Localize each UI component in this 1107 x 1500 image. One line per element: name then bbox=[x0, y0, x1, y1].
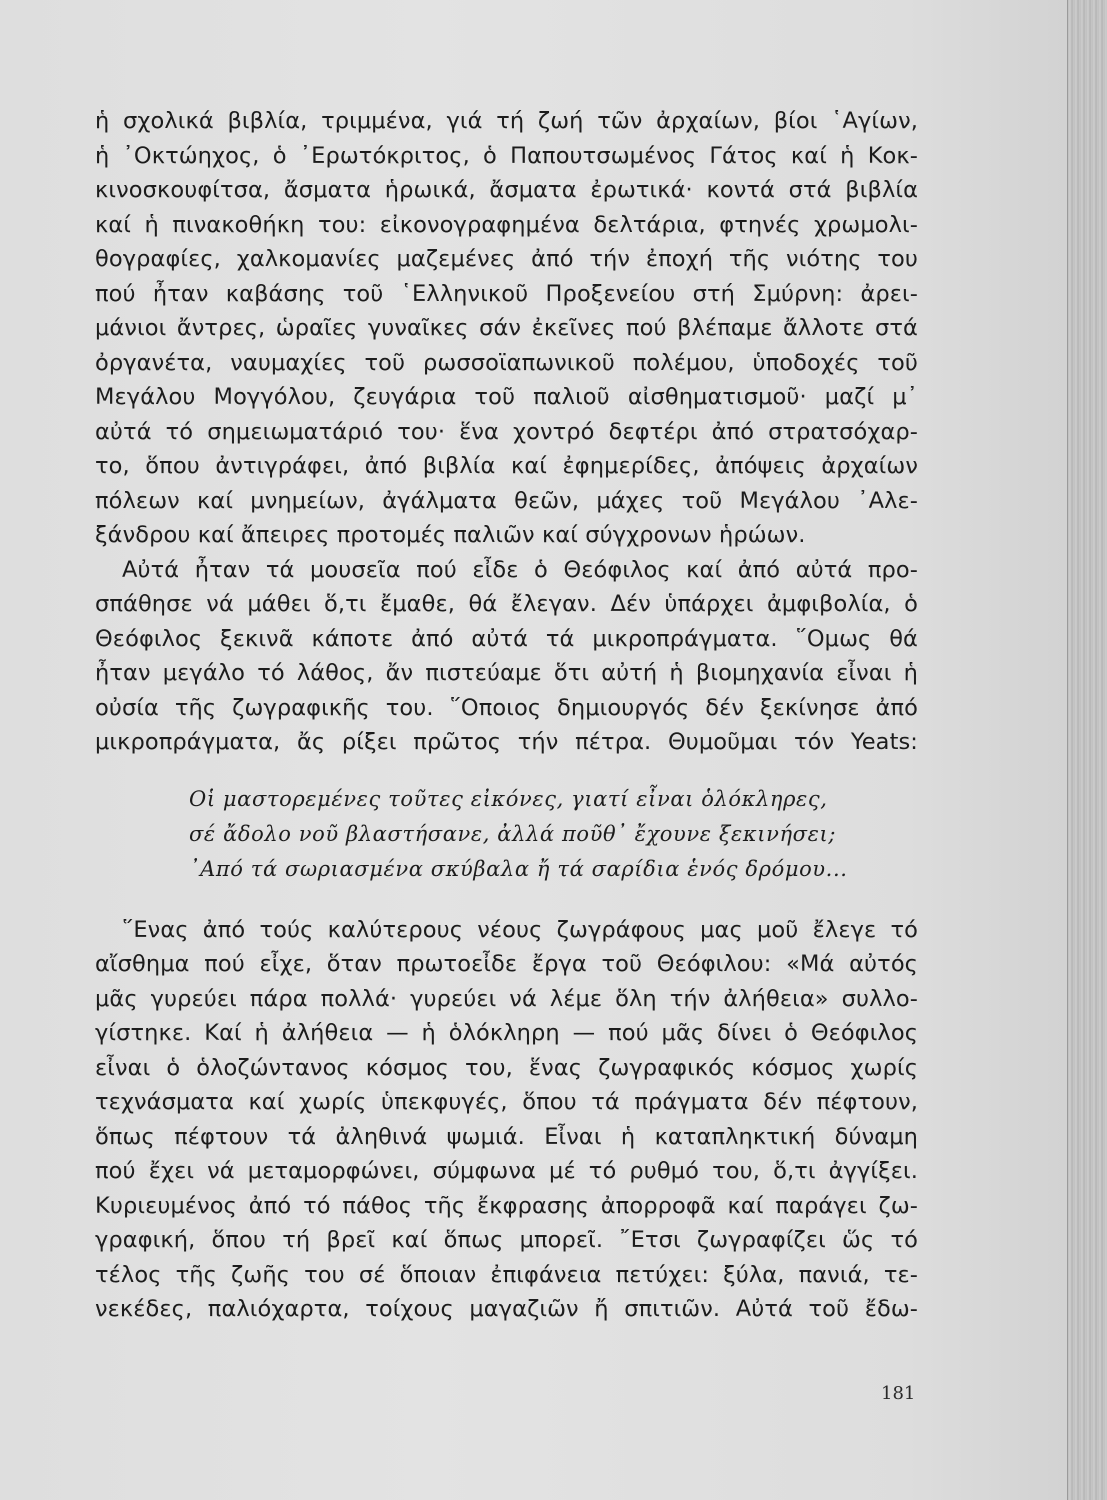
text-line: Αὐτά ἦταν τά μουσεῖα πού εἶδε ὁ Θεόφιλος καί ἀπό αὐτά προ- bbox=[122, 556, 918, 583]
text-line: εἶναι ὁ ὁλοζώντανος κόσμος του, ἕνας ζωγραφικός κόσμος χωρίς bbox=[95, 1054, 918, 1081]
text-line: πόλεων καί μνημείων, ἀγάλματα θεῶν, μάχες τοῦ Μεγάλου ᾿Αλε- bbox=[95, 487, 918, 514]
text-line: μάνιοι ἄντρες, ὡραῖες γυναῖκες σάν ἐκεῖνες πού βλέπαμε ἄλλοτε στά bbox=[95, 315, 918, 341]
text-line: ξάνδρου καί ἄπειρες προτομές παλιῶν καί σύγχρονων ἡρώων. bbox=[95, 522, 806, 548]
text-line: μικροπράγματα, ἄς ρίξει πρῶτος τήν πέτρα. Θυμοῦμαι τόν Yeats: bbox=[95, 729, 918, 755]
paragraph-2 bbox=[95, 553, 918, 760]
poem-line: ᾿Από τά σωριασμένα σκύβαλα ἤ τά σαρίδια ἑνός δρόμου... bbox=[189, 856, 848, 881]
page-number: 181 bbox=[881, 1383, 916, 1404]
text-line: νεκέδες, παλιόχαρτα, τοίχους μαγαζιῶν ἤ σπιτιῶν. Αὐτά τοῦ ἔδω- bbox=[95, 1296, 918, 1322]
text-line: Κυριευμένος ἀπό τό πάθος τῆς ἔκφρασης ἀπορροφᾶ καί παράγει ζω- bbox=[95, 1192, 918, 1219]
text-line: θογραφίες, χαλκομανίες μαζεμένες ἀπό τήν ἐποχή τῆς νιότης του bbox=[95, 246, 918, 272]
text-line: πού ἔχει νά μεταμορφώνει, σύμφωνα μέ τό ρυθμό του, ὅ,τι ἀγγίξει. bbox=[95, 1158, 918, 1184]
poem-line: Οἱ μαστορεμένες τοῦτες εἰκόνες, γιατί εἶναι ὁλόκληρες, bbox=[189, 786, 828, 811]
text-line: μᾶς γυρεύει πάρα πολλά· γυρεύει νά λέμε ὅλη τήν ἀλήθεια» συλλο- bbox=[95, 985, 918, 1012]
page-body bbox=[95, 104, 918, 1327]
text-line: Θεόφιλος ξεκινᾶ κάποτε ἀπό αὐτά τά μικροπράγματα. ῞Ομως θά bbox=[95, 625, 918, 652]
text-line: γραφική, ὅπου τή βρεῖ καί ὅπως μπορεῖ. ῎Ετσι ζωγραφίζει ὥς τό bbox=[95, 1227, 918, 1253]
text-line: τέλος τῆς ζωῆς του σέ ὅποιαν ἐπιφάνεια πετύχει: ξύλα, πανιά, τε- bbox=[95, 1261, 918, 1288]
text-line: ἦταν μεγάλο τό λάθος, ἄν πιστεύαμε ὅτι αὐτή ἡ βιομηχανία εἶναι ἡ bbox=[95, 660, 918, 686]
text-line: αἴσθημα πού εἶχε, ὅταν πρωτοεἶδε ἔργα τοῦ Θεόφιλου: «Μά αὐτός bbox=[95, 951, 918, 977]
poem-quote bbox=[189, 782, 918, 887]
text-line: κινοσκουφίτσα, ἄσματα ἡρωικά, ἄσματα ἐρωτικά· κοντά στά βιβλία bbox=[95, 177, 918, 203]
text-line: αὐτά τό σημειωματάριό του· ἕνα χοντρό δεφτέρι ἀπό στρατσόχαρ- bbox=[95, 418, 918, 445]
text-line: ῞Ενας ἀπό τούς καλύτερους νέους ζωγράφους μας μοῦ ἔλεγε τό bbox=[122, 916, 918, 943]
text-line: οὐσία τῆς ζωγραφικῆς του. ῞Οποιος δημιουργός δέν ξεκίνησε ἀπό bbox=[95, 694, 918, 721]
text-line: το, ὅπου ἀντιγράφει, ἀπό βιβλία καί ἐφημερίδες, ἀπόψεις ἀρχαίων bbox=[95, 453, 918, 479]
text-line: καί ἡ πινακοθήκη του: εἰκονογραφημένα δελτάρια, φτηνές χρωμολι- bbox=[95, 211, 918, 238]
text-line: ἡ ᾿Οκτώηχος, ὁ ᾿Ερωτόκριτος, ὁ Παπουτσωμένος Γάτος καί ἡ Κοκ- bbox=[95, 142, 918, 169]
book-page-edge bbox=[1067, 0, 1107, 1500]
text-line: Μεγάλου Μογγόλου, ζευγάρια τοῦ παλιοῦ αἰσθηματισμοῦ· μαζί μ᾿ bbox=[95, 384, 918, 410]
text-line: ἡ σχολικά βιβλία, τριμμένα, γιά τή ζωή τῶν ἀρχαίων, βίοι ῾Αγίων, bbox=[95, 108, 918, 134]
text-line: ὅπως πέφτουν τά ἀληθινά ψωμιά. Εἶναι ἡ καταπληκτική δύναμη bbox=[95, 1123, 918, 1150]
text-line: πού ἦταν καβάσης τοῦ ῾Ελληνικοῦ Προξενείου στή Σμύρνη: ἀρει- bbox=[95, 280, 918, 307]
paragraph-3 bbox=[95, 913, 918, 1327]
text-line: ὀργανέτα, ναυμαχίες τοῦ ρωσσοϊαπωνικοῦ πολέμου, ὑποδοχές τοῦ bbox=[95, 349, 918, 376]
text-line: τεχνάσματα καί χωρίς ὑπεκφυγές, ὅπου τά πράγματα δέν πέφτουν, bbox=[95, 1089, 918, 1115]
text-line: σπάθησε νά μάθει ὅ,τι ἔμαθε, θά ἔλεγαν. Δέν ὑπάρχει ἀμφιβολία, ὁ bbox=[95, 591, 918, 617]
paragraph-1 bbox=[95, 104, 918, 553]
text-line: γίστηκε. Καί ἡ ἀλήθεια — ἡ ὁλόκληρη — πού μᾶς δίνει ὁ Θεόφιλος bbox=[95, 1020, 918, 1046]
poem-line: σέ ἄδολο νοῦ βλαστήσανε, ἀλλά ποῦθ᾿ ἔχουνε ξεκινήσει; bbox=[189, 821, 836, 846]
